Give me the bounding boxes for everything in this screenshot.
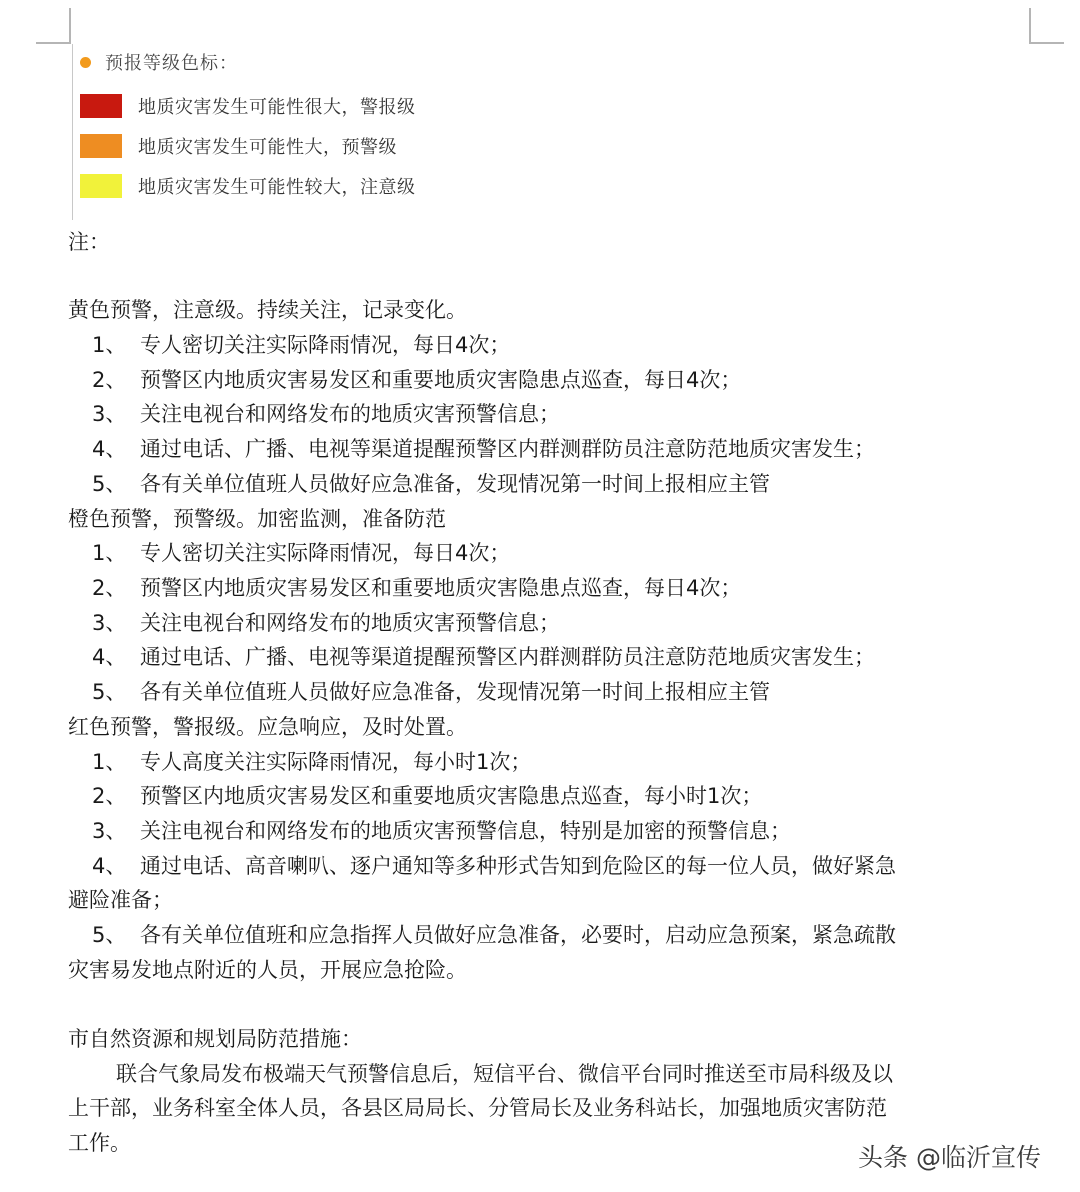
item-number: 1、 <box>92 541 127 565</box>
legend-item-yellow <box>80 172 416 200</box>
measures-paragraph-line: 联合气象局发布极端天气预警信息后，短信平台、微信平台同时推送至市局科级及以 <box>116 1062 893 1086</box>
list-item <box>92 851 896 881</box>
measures-heading: 市自然资源和规划局防范措施： <box>68 1027 362 1051</box>
item-number: 2、 <box>92 576 127 600</box>
item-text: 通过电话、广播、电视等渠道提醒预警区内群测群防员注意防范地质灾害发生； <box>140 645 875 669</box>
crop-mark-top-left <box>36 42 71 44</box>
color-swatch-red <box>80 94 122 118</box>
item-number: 3、 <box>92 819 127 843</box>
list-item <box>92 434 875 464</box>
item-text: 专人密切关注实际降雨情况，每日4次； <box>140 541 511 565</box>
list-item <box>92 399 560 429</box>
item-number: 3、 <box>92 611 127 635</box>
list-item <box>92 816 791 846</box>
item-text: 专人密切关注实际降雨情况，每日4次； <box>140 333 511 357</box>
item-text: 通过电话、广播、电视等渠道提醒预警区内群测群防员注意防范地质灾害发生； <box>140 437 875 461</box>
legend-item-orange <box>80 132 397 160</box>
color-swatch-orange <box>80 134 122 158</box>
crop-mark-top-right <box>1029 8 1031 42</box>
list-item <box>92 642 875 672</box>
list-item <box>92 920 896 950</box>
note-label: 注： <box>68 230 110 254</box>
legend-title: 预报等级色标： <box>105 53 238 74</box>
list-item <box>92 538 510 568</box>
item-number: 1、 <box>92 750 127 774</box>
measures-paragraph-line: 工作。 <box>68 1131 131 1155</box>
watermark-credit: 头条 @临沂宣传 <box>858 1143 1041 1172</box>
legend-label: 地质灾害发生可能性大，预警级 <box>138 137 397 158</box>
list-item <box>92 330 510 360</box>
item-text: 关注电视台和网络发布的地质灾害预警信息，特别是加密的预警信息； <box>140 819 791 843</box>
item-number: 4、 <box>92 437 127 461</box>
item-number: 5、 <box>92 923 127 947</box>
item-number: 4、 <box>92 645 127 669</box>
list-item <box>92 747 531 777</box>
list-item <box>92 365 741 395</box>
crop-mark-top-left <box>69 8 71 42</box>
item-text-continued: 灾害易发地点附近的人员，开展应急抢险。 <box>68 958 467 982</box>
item-text: 专人高度关注实际降雨情况，每小时1次； <box>140 750 532 774</box>
list-item <box>92 677 770 707</box>
section-heading-yellow: 黄色预警，注意级。持续关注，记录变化。 <box>68 298 467 322</box>
list-item <box>92 573 741 603</box>
item-text: 各有关单位值班人员做好应急准备，发现情况第一时间上报相应主管 <box>140 472 770 496</box>
item-number: 2、 <box>92 368 127 392</box>
item-text: 关注电视台和网络发布的地质灾害预警信息； <box>140 402 560 426</box>
legend-label: 地质灾害发生可能性较大，注意级 <box>138 177 416 198</box>
section-heading-orange: 橙色预警，预警级。加密监测，准备防范 <box>68 507 446 531</box>
item-text: 通过电话、高音喇叭、逐户通知等多种形式告知到危险区的每一位人员，做好紧急 <box>140 854 896 878</box>
item-text: 预警区内地质灾害易发区和重要地质灾害隐患点巡查，每小时1次； <box>140 784 763 808</box>
list-item <box>92 469 770 499</box>
legend-item-red <box>80 92 416 120</box>
item-number: 3、 <box>92 402 127 426</box>
measures-paragraph-line: 上干部，业务科室全体人员，各县区局局长、分管局长及业务科站长，加强地质灾害防范 <box>68 1096 887 1120</box>
crop-mark-top-right <box>1029 42 1064 44</box>
item-number: 2、 <box>92 784 127 808</box>
item-number: 5、 <box>92 680 127 704</box>
item-text: 关注电视台和网络发布的地质灾害预警信息； <box>140 611 560 635</box>
item-text-continued: 避险准备； <box>68 888 173 912</box>
legend-divider <box>72 44 73 220</box>
list-item <box>92 781 762 811</box>
legend-label: 地质灾害发生可能性很大，警报级 <box>138 97 416 118</box>
item-text: 各有关单位值班人员做好应急准备，发现情况第一时间上报相应主管 <box>140 680 770 704</box>
item-text: 各有关单位值班和应急指挥人员做好应急准备，必要时，启动应急预案，紧急疏散 <box>140 923 896 947</box>
item-number: 5、 <box>92 472 127 496</box>
color-swatch-yellow <box>80 174 122 198</box>
item-number: 4、 <box>92 854 127 878</box>
item-text: 预警区内地质灾害易发区和重要地质灾害隐患点巡查，每日4次； <box>140 368 742 392</box>
item-text: 预警区内地质灾害易发区和重要地质灾害隐患点巡查，每日4次； <box>140 576 742 600</box>
section-heading-red: 红色预警，警报级。应急响应，及时处置。 <box>68 715 467 739</box>
list-item <box>92 608 560 638</box>
item-number: 1、 <box>92 333 127 357</box>
bullet-dot-icon <box>80 57 91 68</box>
legend-header <box>80 48 238 76</box>
